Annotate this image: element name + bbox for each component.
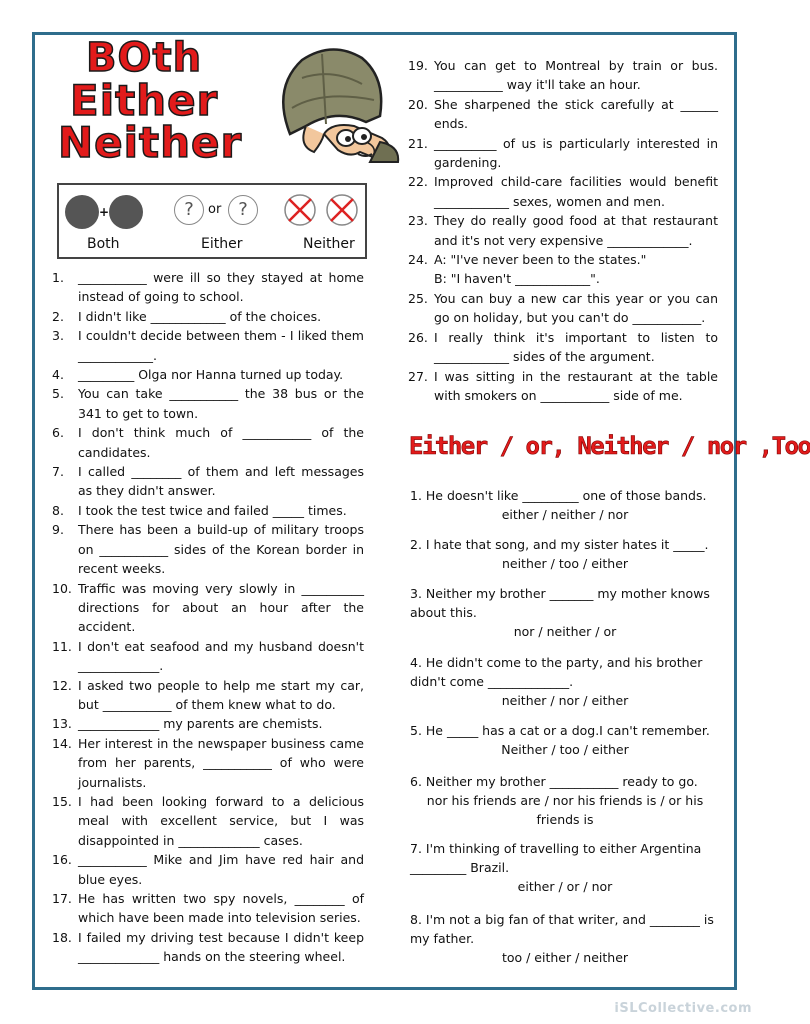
question-item: 6. I don't think much of ___________ of the candidates. <box>52 425 364 460</box>
question-item: 12. I asked two people to help me start my car, but ___________ of them knew what to do. <box>52 677 364 712</box>
exercise-item <box>410 910 720 967</box>
question-item: 15. I had been looking forward to a delicious meal with excellent service, but I was disappointed in _____________ cases. <box>52 793 364 848</box>
exercise-options: nor his friends are / nor his friends is / or his friends is <box>426 793 704 827</box>
question-item: 25. You can buy a new car this year or you can go on holiday, but you can't do ___________. <box>408 290 718 326</box>
exercise-options: too / either / neither <box>501 950 629 965</box>
question-circle-icon: ? <box>228 195 258 225</box>
question-item: 21. __________ of us is particularly interested in gardening. <box>408 135 718 171</box>
question-list-left <box>52 268 364 967</box>
exercise-options: nor / neither / or <box>513 624 617 639</box>
exercise-item <box>410 721 720 759</box>
question-list-right <box>408 56 718 405</box>
question-item: 10. Traffic was moving very slowly in __________ directions for about an hour after the accident. <box>52 580 364 635</box>
filled-circle-icon <box>65 195 99 229</box>
question-item: 1. ___________ were ill so they stayed at home instead of going to school. <box>52 270 364 305</box>
exercise-options: neither / nor / either <box>501 693 629 708</box>
exercise-options: either / or / nor <box>517 879 613 894</box>
exercise-item <box>410 535 720 573</box>
question-item: 9. There has been a build-up of military troops on ___________ sides of the Korean border in recent weeks. <box>52 522 364 577</box>
question-item: 18. I failed my driving test because I didn't keep _____________ hands on the steering wheel. <box>52 929 364 965</box>
title-both: BOth <box>86 35 203 81</box>
question-item: 24. A: "I've never been to the states." B: "I haven't ____________". <box>408 252 647 287</box>
question-item: 14. Her interest in the newspaper business came from her parents, ___________ of who were journalists. <box>52 735 364 790</box>
exercise-question: 1. He doesn't like _________ one of those bands. <box>410 488 707 503</box>
question-item: 2. I didn't like ____________ of the choices. <box>52 308 322 324</box>
or-text: or <box>208 202 222 217</box>
question-item: 19. You can get to Montreal by train or bus. ___________ way it'll take an hour. <box>408 58 718 93</box>
legend-label-either: Either <box>201 236 243 252</box>
question-item: 11. I don't eat seafood and my husband doesn't _____________. <box>52 638 364 674</box>
filled-circle-icon <box>109 195 143 229</box>
plus-sign: + <box>99 205 110 219</box>
question-item: 17. He has written two spy novels, ________ of which have been made into television series. <box>52 891 364 926</box>
question-item: 4. _________ Olga nor Hanna turned up today. <box>52 367 344 383</box>
exercise-options: Neither / too / either <box>501 742 629 757</box>
watermark: iSLCollective.com <box>614 1001 752 1016</box>
question-item: 16. ___________ Mike and Jim have red hair and blue eyes. <box>52 852 364 887</box>
exercise-question: 8. I'm not a big fan of that writer, and ________ is my father. <box>410 912 714 946</box>
exercise-item <box>410 653 720 710</box>
exercise-question: 5. He _____ has a cat or a dog.I can't remember. <box>410 723 710 738</box>
exercise-options: either / neither / nor <box>501 507 629 522</box>
title-neither: Neither <box>58 118 243 167</box>
question-item: 3. I couldn't decide between them - I liked them ____________. <box>52 328 364 363</box>
soldier-mascot-illustration <box>262 38 402 168</box>
exercise-item <box>410 584 720 641</box>
exercise-question: 4. He didn't come to the party, and his brother didn't come _____________. <box>410 655 703 689</box>
exercise-question: 2. I hate that song, and my sister hates it _____. <box>410 537 709 552</box>
exercise-options: neither / too / either <box>501 556 629 571</box>
question-item: 8. I took the test twice and failed _____ times. <box>52 502 347 518</box>
exercise-item <box>410 772 720 829</box>
exercise-item <box>410 839 720 896</box>
question-item: 22. Improved child-care facilities would benefit ____________ sexes, women and men. <box>408 174 718 209</box>
question-item: 27. I was sitting in the restaurant at the table with smokers on ___________ side of me. <box>408 368 718 403</box>
crossed-circle-icon <box>283 193 317 227</box>
exercise-question: 7. I'm thinking of travelling to either Argentina _________ Brazil. <box>410 841 702 875</box>
question-item: 20. She sharpened the stick carefully at ______ ends. <box>408 96 718 132</box>
exercise-question: 6. Neither my brother ___________ ready to go. <box>410 774 698 789</box>
legend-label-neither: Neither <box>303 236 355 252</box>
legend-box <box>57 183 367 259</box>
section2-title: Either / or, Neither / nor ,Too <box>409 432 810 460</box>
title-either: Either <box>70 76 219 125</box>
crossed-circle-icon <box>325 193 359 227</box>
question-item: 7. I called ________ of them and left messages as they didn't answer. <box>52 464 364 499</box>
legend-label-both: Both <box>87 236 120 252</box>
question-item: 13. _____________ my parents are chemists. <box>52 716 323 732</box>
question-item: 5. You can take ___________ the 38 bus or the 341 to get to town. <box>52 386 364 421</box>
question-item: 23. They do really good food at that restaurant and it's not very expensive _____________. <box>408 213 718 248</box>
question-circle-icon: ? <box>174 195 204 225</box>
question-item: 26. I really think it's important to listen to ____________ sides of the argument. <box>408 329 718 365</box>
exercise-item <box>410 486 720 524</box>
exercise-question: 3. Neither my brother _______ my mother knows about this. <box>410 586 710 620</box>
